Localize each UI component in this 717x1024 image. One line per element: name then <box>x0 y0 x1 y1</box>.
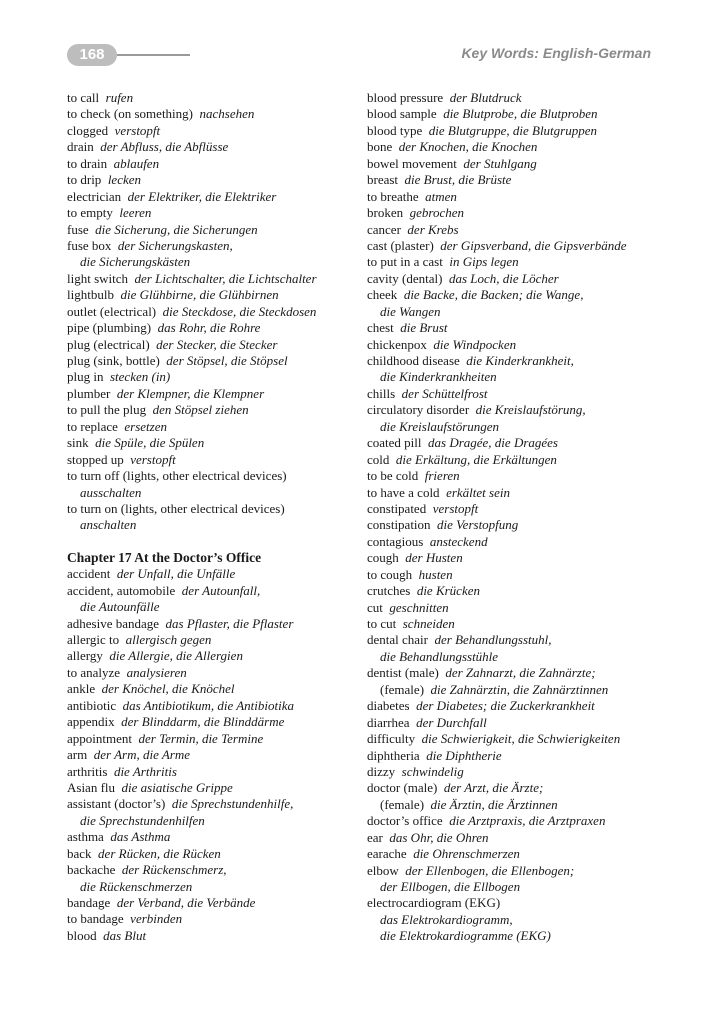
german-translation: das Dragée, die Dragées <box>428 435 558 451</box>
english-term: appointment <box>67 730 132 746</box>
german-translation: die Zahnärztin, die Zahnärztinnen <box>430 681 609 697</box>
english-term: to have a cold <box>367 484 440 500</box>
german-translation: der Ellbogen, die Ellbogen <box>380 879 521 894</box>
glossary-entry <box>67 90 367 106</box>
german-translation: der Unfall, die Unfälle <box>116 566 236 582</box>
english-term: to turn off (lights, other electrical devices) <box>67 468 287 484</box>
glossary-entry <box>367 172 667 188</box>
german-translation: der Rückenschmerz, <box>121 862 227 878</box>
chapter-heading: Chapter 17 At the Doctor’s Office <box>67 549 262 565</box>
glossary-entry <box>67 862 367 878</box>
german-translation: leeren <box>119 205 152 221</box>
english-term: breast <box>367 172 399 188</box>
german-translation: nachsehen <box>199 106 255 122</box>
german-translation: die Brust <box>400 320 448 336</box>
german-translation: der Klempner, die Klempner <box>116 385 265 401</box>
english-term: broken <box>367 205 404 221</box>
english-term: drain <box>67 139 94 155</box>
english-term: bandage <box>67 895 111 910</box>
glossary-entry <box>67 304 367 320</box>
english-term: cough <box>367 550 399 566</box>
english-term: diabetes <box>367 698 410 714</box>
german-translation: die Rückenschmerzen <box>80 878 193 894</box>
english-term: to cough <box>367 566 413 582</box>
glossary-entry <box>67 829 367 845</box>
german-translation: allergisch gegen <box>125 632 212 647</box>
english-term: constipated <box>367 500 427 516</box>
glossary-entry <box>67 517 367 533</box>
german-translation: die Allergie, die Allergien <box>109 648 243 664</box>
german-translation: schwindelig <box>401 763 464 779</box>
english-term: back <box>67 845 92 861</box>
german-translation: der Rücken, die Rücken <box>98 845 221 861</box>
english-term: blood pressure <box>367 90 444 105</box>
glossary-entry <box>367 682 667 698</box>
glossary-entry <box>67 698 367 714</box>
english-term: (female) <box>380 681 425 697</box>
english-term: to check (on something) <box>67 106 193 122</box>
german-translation: das Ohr, die Ohren <box>389 829 489 845</box>
glossary-entry <box>367 304 667 320</box>
english-term: elbow <box>367 862 399 878</box>
english-term: backache <box>67 862 116 878</box>
glossary-entry <box>367 419 667 435</box>
glossary-entry <box>367 238 667 254</box>
english-term: to turn on (lights, other electrical devices) <box>67 500 285 516</box>
glossary-entry <box>67 895 367 911</box>
english-term: ankle <box>67 681 96 697</box>
german-translation: die Steckdose, die Steckdosen <box>162 303 317 319</box>
glossary-entry <box>367 271 667 287</box>
german-translation: die Schwierigkeit, die Schwierigkeiten <box>421 731 621 747</box>
english-term: to empty <box>67 205 113 221</box>
german-translation: die Blutgruppe, die Blutgruppen <box>428 122 598 138</box>
english-term: diphtheria <box>367 747 420 763</box>
german-translation: atmen <box>425 188 457 204</box>
glossary-entry <box>367 616 667 632</box>
german-translation: ersetzen <box>124 418 167 434</box>
german-translation: rufen <box>105 90 134 105</box>
german-translation: der Lichtschalter, die Lichtschalter <box>134 270 317 286</box>
glossary-entry <box>367 649 667 665</box>
glossary-entry <box>67 928 367 944</box>
english-term: bowel movement <box>367 155 457 171</box>
english-term: sink <box>67 435 89 451</box>
page-header <box>0 0 717 80</box>
glossary-entry <box>367 534 667 550</box>
german-translation: in Gips legen <box>449 254 519 270</box>
english-term: difficulty <box>367 731 416 747</box>
german-translation: der Termin, die Termine <box>138 730 264 746</box>
german-translation: die Sicherung, die Sicherungen <box>95 221 258 237</box>
german-translation: der Elektriker, die Elektriker <box>127 188 277 204</box>
glossary-entry <box>67 369 367 385</box>
glossary-entry <box>367 698 667 714</box>
glossary-entry <box>367 205 667 221</box>
german-translation: die Ohrenschmerzen <box>413 846 520 862</box>
german-translation: die Autounfälle <box>80 599 160 615</box>
english-term: childhood disease <box>367 353 460 368</box>
german-translation: der Schüttelfrost <box>401 385 488 401</box>
english-term: to breathe <box>367 188 419 204</box>
english-term: cold <box>367 451 390 467</box>
german-translation: den Stöpsel ziehen <box>152 402 249 418</box>
english-term: fuse box <box>67 237 112 253</box>
english-term: chills <box>367 385 396 401</box>
german-translation: frieren <box>424 468 460 484</box>
glossary-entry <box>67 764 367 780</box>
glossary-entry <box>67 106 367 122</box>
glossary-entry <box>67 156 367 172</box>
glossary-entry <box>367 715 667 731</box>
german-translation: die Sicherungskästen <box>80 254 191 270</box>
english-term: to bandage <box>67 911 124 927</box>
english-term: to pull the plug <box>67 402 147 418</box>
glossary-entry <box>67 419 367 435</box>
german-translation: geschnitten <box>389 599 449 615</box>
english-term: doctor (male) <box>367 780 438 796</box>
english-term: bone <box>367 139 393 155</box>
english-term: blood sample <box>367 106 437 122</box>
english-term: dental chair <box>367 632 428 648</box>
english-term: blood type <box>367 122 423 138</box>
german-translation: verbinden <box>130 911 183 927</box>
english-term: fuse <box>67 221 89 237</box>
glossary-entry <box>367 435 667 451</box>
glossary-entry <box>67 501 367 517</box>
glossary-entry <box>67 616 367 632</box>
glossary-entry <box>67 714 367 730</box>
german-translation: schneiden <box>402 616 455 631</box>
german-translation: die Krücken <box>416 583 480 599</box>
glossary-entry <box>367 830 667 846</box>
english-term: earache <box>367 846 407 862</box>
english-term: to cut <box>367 616 397 631</box>
german-translation: der Blinddarm, die Blinddärme <box>121 714 285 730</box>
glossary-entry <box>67 681 367 697</box>
german-translation: verstopft <box>130 451 176 467</box>
german-translation: der Arm, die Arme <box>93 747 191 763</box>
glossary-entry <box>367 567 667 583</box>
english-term: ear <box>367 829 383 845</box>
german-translation: ansteckend <box>429 533 488 549</box>
glossary-entry <box>367 468 667 484</box>
german-translation: die Sprechstundenhilfen <box>80 812 205 828</box>
glossary-entry <box>67 320 367 336</box>
glossary-entry <box>367 780 667 796</box>
glossary-entry <box>367 632 667 648</box>
german-translation: das Antibiotikum, die Antibiotika <box>122 697 295 713</box>
english-term: chickenpox <box>367 336 427 352</box>
german-translation: das Asthma <box>110 829 171 845</box>
glossary-entry <box>67 846 367 862</box>
glossary-entry <box>367 748 667 764</box>
glossary-entry <box>67 386 367 402</box>
german-translation: der Knöchel, die Knöchel <box>101 681 235 697</box>
glossary-entry <box>67 485 367 501</box>
english-term: cavity (dental) <box>367 270 443 286</box>
german-translation: die Erkältung, die Erkältungen <box>395 451 557 467</box>
glossary-entry <box>367 731 667 747</box>
german-translation: die Arthritis <box>113 763 177 779</box>
german-translation: der Krebs <box>407 221 459 237</box>
german-translation: erkältet sein <box>446 484 510 500</box>
german-translation: die Blutprobe, die Blutproben <box>443 106 598 122</box>
german-translation: die asiatische Grippe <box>121 779 233 795</box>
english-term: adhesive bandage <box>67 615 160 631</box>
german-translation: der Arzt, die Ärzte; <box>443 780 544 796</box>
glossary-entry <box>367 139 667 155</box>
english-term: outlet (electrical) <box>67 303 157 319</box>
german-translation: das Rohr, die Rohre <box>157 320 261 336</box>
german-translation: der Behandlungsstuhl, <box>434 632 552 648</box>
english-term: accident <box>67 566 111 582</box>
glossary-entry <box>67 780 367 796</box>
german-translation: stecken (in) <box>109 369 171 385</box>
english-term: to replace <box>67 418 118 434</box>
english-term: coated pill <box>367 435 422 451</box>
english-term: appendix <box>67 714 115 730</box>
english-term: to drain <box>67 155 108 171</box>
glossary-entry <box>367 550 667 566</box>
glossary-entry <box>367 106 667 122</box>
english-term: Asian flu <box>67 779 116 795</box>
glossary-entry <box>367 189 667 205</box>
glossary-entry <box>67 599 367 615</box>
english-term: clogged <box>67 122 109 138</box>
english-term: circulatory disorder <box>367 402 470 418</box>
glossary-entry <box>67 911 367 927</box>
glossary-entry <box>367 928 667 944</box>
glossary-entry <box>67 435 367 451</box>
glossary-entry <box>367 386 667 402</box>
german-translation: die Brust, die Brüste <box>404 172 512 188</box>
german-translation: das Pflaster, die Pflaster <box>165 615 294 631</box>
english-term: electrician <box>67 188 122 204</box>
glossary-entry <box>67 254 367 270</box>
glossary-entry <box>67 238 367 254</box>
english-term: light switch <box>67 270 129 286</box>
german-translation: husten <box>418 566 453 582</box>
glossary-entry <box>367 123 667 139</box>
english-term: arthritis <box>67 763 108 779</box>
glossary-entry <box>367 353 667 369</box>
glossary-entry <box>367 912 667 928</box>
english-term: asthma <box>67 829 104 845</box>
glossary-entry <box>367 517 667 533</box>
english-term: plumber <box>67 385 111 401</box>
english-term: allergic to <box>67 632 120 647</box>
english-term: lightbulb <box>67 287 114 303</box>
german-translation: der Stöpsel, die Stöpsel <box>166 353 288 368</box>
glossary-entry <box>367 583 667 599</box>
german-translation: die Spüle, die Spülen <box>95 435 205 451</box>
german-translation: analysieren <box>126 664 187 680</box>
english-term: cast (plaster) <box>367 237 434 253</box>
glossary-entry <box>67 189 367 205</box>
german-translation: der Knochen, die Knochen <box>398 139 538 155</box>
glossary-entry <box>367 813 667 829</box>
german-translation: der Verband, die Verbände <box>116 895 256 910</box>
english-term: diarrhea <box>367 714 410 730</box>
english-term: contagious <box>367 533 424 549</box>
german-translation: die Ärztin, die Ärztinnen <box>430 796 558 812</box>
english-term: doctor’s office <box>367 813 443 829</box>
running-head: Key Words: English-German <box>461 45 651 61</box>
glossary-entry <box>67 665 367 681</box>
glossary-entry <box>67 222 367 238</box>
right-column <box>367 90 667 945</box>
german-translation: gebrochen <box>409 205 464 221</box>
german-translation: der Autounfall, <box>181 582 261 598</box>
english-term: plug (sink, bottle) <box>67 353 160 368</box>
english-term: plug (electrical) <box>67 336 150 352</box>
german-translation: verstopft <box>432 500 479 516</box>
english-term: cheek <box>367 287 398 303</box>
german-translation: der Stecker, die Stecker <box>156 336 278 352</box>
german-translation: die Wangen <box>380 303 441 319</box>
english-term: dentist (male) <box>367 665 439 681</box>
german-translation: die Kinderkrankheiten <box>380 369 497 385</box>
german-translation: die Kinderkrankheit, <box>466 353 574 368</box>
english-term: stopped up <box>67 451 124 467</box>
english-term: arm <box>67 747 88 763</box>
glossary-entry <box>67 402 367 418</box>
glossary-entry <box>67 205 367 221</box>
english-term: crutches <box>367 583 411 599</box>
glossary-entry <box>367 337 667 353</box>
page-number-badge: 168 <box>67 44 117 66</box>
glossary-entry <box>67 353 367 369</box>
german-translation: die Glühbirne, die Glühbirnen <box>120 287 279 303</box>
german-translation: die Backe, die Backen; die Wange, <box>403 287 584 303</box>
glossary-entry <box>67 813 367 829</box>
german-translation: lecken <box>107 172 142 188</box>
english-term: dizzy <box>367 763 396 779</box>
english-term: to call <box>67 90 100 105</box>
german-translation: das Elektrokardiogramm, <box>380 911 513 927</box>
glossary-entry <box>367 797 667 813</box>
left-column <box>67 90 367 944</box>
glossary-entry <box>367 402 667 418</box>
glossary-entry <box>67 139 367 155</box>
glossary-entry <box>67 796 367 812</box>
glossary-entry <box>67 731 367 747</box>
glossary-entry <box>367 846 667 862</box>
german-translation: ausschalten <box>80 484 142 500</box>
glossary-entry <box>367 895 667 911</box>
german-translation: die Kreislaufstörungen <box>380 418 500 434</box>
english-term: chest <box>367 320 394 336</box>
english-term: (female) <box>380 796 425 812</box>
english-term: plug in <box>67 369 104 385</box>
glossary-entry <box>67 879 367 895</box>
german-translation: die Behandlungsstühle <box>380 648 499 664</box>
glossary-entry <box>67 468 367 484</box>
german-translation: der Abfluss, die Abflüsse <box>100 139 229 155</box>
english-term: allergy <box>67 648 103 664</box>
german-translation: das Loch, die Löcher <box>448 270 559 286</box>
glossary-entry <box>67 747 367 763</box>
glossary-entry <box>67 287 367 303</box>
german-translation: der Husten <box>405 550 463 566</box>
english-term: accident, automobile <box>67 582 176 598</box>
english-term: constipation <box>367 517 431 533</box>
glossary-entry <box>367 287 667 303</box>
glossary-entry <box>367 879 667 895</box>
german-translation: der Blutdruck <box>449 90 522 105</box>
glossary-entry <box>67 172 367 188</box>
english-term: to be cold <box>367 468 419 484</box>
german-translation: die Sprechstundenhilfe, <box>171 796 294 812</box>
english-term: cut <box>367 599 383 615</box>
glossary-entry <box>67 566 367 582</box>
german-translation: die Elektrokardiogramme (EKG) <box>380 928 551 944</box>
glossary-entry <box>367 369 667 385</box>
glossary-entry <box>367 222 667 238</box>
glossary-entry <box>367 452 667 468</box>
glossary-entry <box>67 271 367 287</box>
german-translation: die Windpocken <box>433 336 517 352</box>
german-translation: der Ellenbogen, die Ellenbogen; <box>405 862 575 878</box>
english-term: antibiotic <box>67 697 117 713</box>
glossary-entry <box>367 156 667 172</box>
english-term: electrocardiogram (EKG) <box>367 895 501 911</box>
glossary-entry <box>67 648 367 664</box>
glossary-entry <box>67 632 367 648</box>
glossary-entry <box>367 485 667 501</box>
german-translation: verstopft <box>114 122 161 138</box>
english-term: to drip <box>67 172 102 188</box>
english-term: blood <box>67 927 97 943</box>
german-translation: der Durchfall <box>416 714 487 730</box>
glossary-entry <box>67 337 367 353</box>
german-translation: der Diabetes; die Zuckerkrankheit <box>416 698 595 714</box>
glossary-entry <box>367 764 667 780</box>
german-translation: ablaufen <box>113 155 160 171</box>
german-translation: der Zahnarzt, die Zahnärzte; <box>445 665 596 681</box>
english-term: to put in a cast <box>367 254 443 270</box>
german-translation: die Kreislaufstörung, <box>475 402 586 418</box>
glossary-entry <box>67 583 367 599</box>
english-term: assistant (doctor’s) <box>67 796 166 812</box>
english-term: cancer <box>367 221 401 237</box>
glossary-entry <box>367 90 667 106</box>
german-translation: die Diphtherie <box>426 747 502 763</box>
german-translation: das Blut <box>103 927 147 943</box>
german-translation: der Stuhlgang <box>463 155 537 171</box>
glossary-entry <box>367 600 667 616</box>
german-translation: der Sicherungskasten, <box>117 237 233 253</box>
german-translation: der Gipsverband, die Gipsverbände <box>440 237 627 253</box>
glossary-entry <box>367 254 667 270</box>
german-translation: die Verstopfung <box>437 517 519 533</box>
glossary-entry <box>367 863 667 879</box>
english-term: pipe (plumbing) <box>67 320 152 336</box>
glossary-entry <box>367 665 667 681</box>
glossary-entry <box>67 452 367 468</box>
german-translation: anschalten <box>80 517 137 533</box>
glossary-entry <box>67 123 367 139</box>
english-term: to analyze <box>67 664 121 680</box>
header-rule <box>117 54 190 56</box>
german-translation: die Arztpraxis, die Arztpraxen <box>449 813 606 829</box>
glossary-entry <box>367 320 667 336</box>
glossary-entry <box>367 501 667 517</box>
